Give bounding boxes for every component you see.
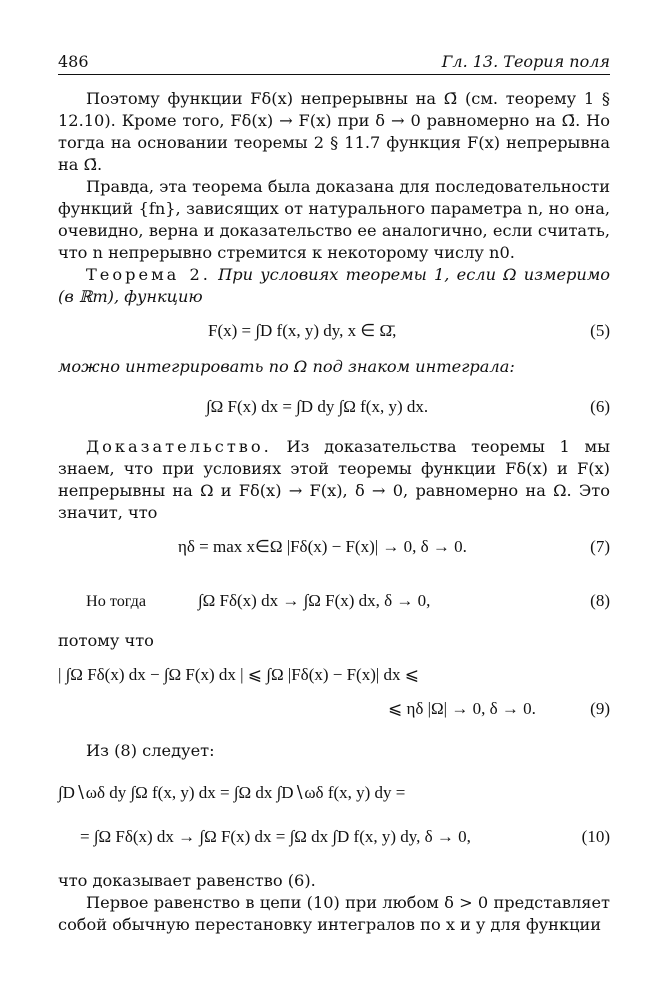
theorem-text: При условиях теоремы 1, если Ω измеримо (в ℝm), функцию: [58, 265, 610, 306]
equation-9-line-2: [58, 692, 610, 728]
equation-number: (8): [590, 591, 610, 610]
page-number: 486: [58, 52, 89, 71]
text-body: [58, 88, 610, 936]
equation-number: (6): [590, 397, 610, 416]
equation-formula: F(x) = ∫D f(x, y) dy, x ∈ Ω̄,: [208, 321, 397, 340]
paragraph: Правда, эта теорема была доказана для последовательности функций {fn}, зависящих от натурального параметра n, но она, очевидно, верна и доказательство ее аналогично, если считать, что n непрерывно стремится к некоторому числу n0.: [58, 177, 610, 262]
page-header: [58, 50, 610, 75]
equation-formula: ∫Ω F(x) dx = ∫D dy ∫Ω f(x, y) dx.: [206, 397, 429, 416]
equation-9-line-1: [58, 652, 610, 692]
running-title: Гл. 13. Теория поля: [441, 52, 610, 71]
equation-formula: ⩽ ηδ |Ω| → 0, δ → 0.: [388, 699, 536, 718]
paragraph: Поэтому функции Fδ(x) непрерывны на Ω̄ (см. теорему 1 § 12.10). Кроме того, Fδ(x) → F(x) при δ → 0 равномерно на Ω̄. Но тогда на основании теоремы 2 § 11.7 функция F(x) непрерывна на Ω̄.: [58, 89, 610, 174]
equation-formula: | ∫Ω Fδ(x) dx − ∫Ω F(x) dx | ⩽ ∫Ω |Fδ(x) − F(x)| dx ⩽: [58, 665, 420, 684]
equation-formula: ∫Ω Fδ(x) dx → ∫Ω F(x) dx, δ → 0,: [198, 591, 431, 610]
theorem: [58, 264, 610, 308]
proof-label: Доказательство.: [86, 437, 272, 456]
paragraph: потому что: [58, 631, 154, 650]
equation-5: [58, 308, 610, 356]
equation-formula: ∫D∖ωδ dy ∫Ω f(x, y) dx = ∫Ω dx ∫D∖ωδ f(x, y) dy =: [58, 783, 406, 802]
proof: [58, 436, 610, 524]
theorem-label: Теорема 2.: [86, 265, 211, 284]
equation-number: (10): [581, 827, 610, 846]
equation-6: [58, 378, 610, 436]
paragraph: Первое равенство в цепи (10) при любом δ > 0 представляет собой обычную перестановку интегралов по x и y для функции: [58, 893, 610, 934]
equation-number: (9): [590, 699, 610, 718]
equation-number: (7): [590, 537, 610, 556]
equation-number: (5): [590, 321, 610, 340]
equation-formula: ηδ = max x∈Ω |Fδ(x) − F(x)| → 0, δ → 0.: [178, 537, 467, 556]
equation-7: [58, 524, 610, 572]
equation-10-line-2: [58, 820, 610, 864]
equation-10-line-1: [58, 770, 610, 820]
paragraph: Из (8) следует:: [86, 741, 215, 760]
paragraph: что доказывает равенство (6).: [58, 871, 316, 890]
paragraph: можно интегрировать по Ω под знаком интеграла:: [58, 357, 515, 376]
proof-text: Из доказательства теоремы 1 мы знаем, что при условиях этой теоремы функции Fδ(x) и F(x) непрерывны на Ω и Fδ(x) → F(x), δ → 0, равномерно на Ω. Это значит, что: [58, 437, 610, 522]
equation-formula: = ∫Ω Fδ(x) dx → ∫Ω F(x) dx = ∫Ω dx ∫D f(x, y) dy, δ → 0,: [80, 827, 471, 846]
equation-8: [58, 572, 610, 630]
but-then-text: Но тогда: [86, 592, 147, 610]
